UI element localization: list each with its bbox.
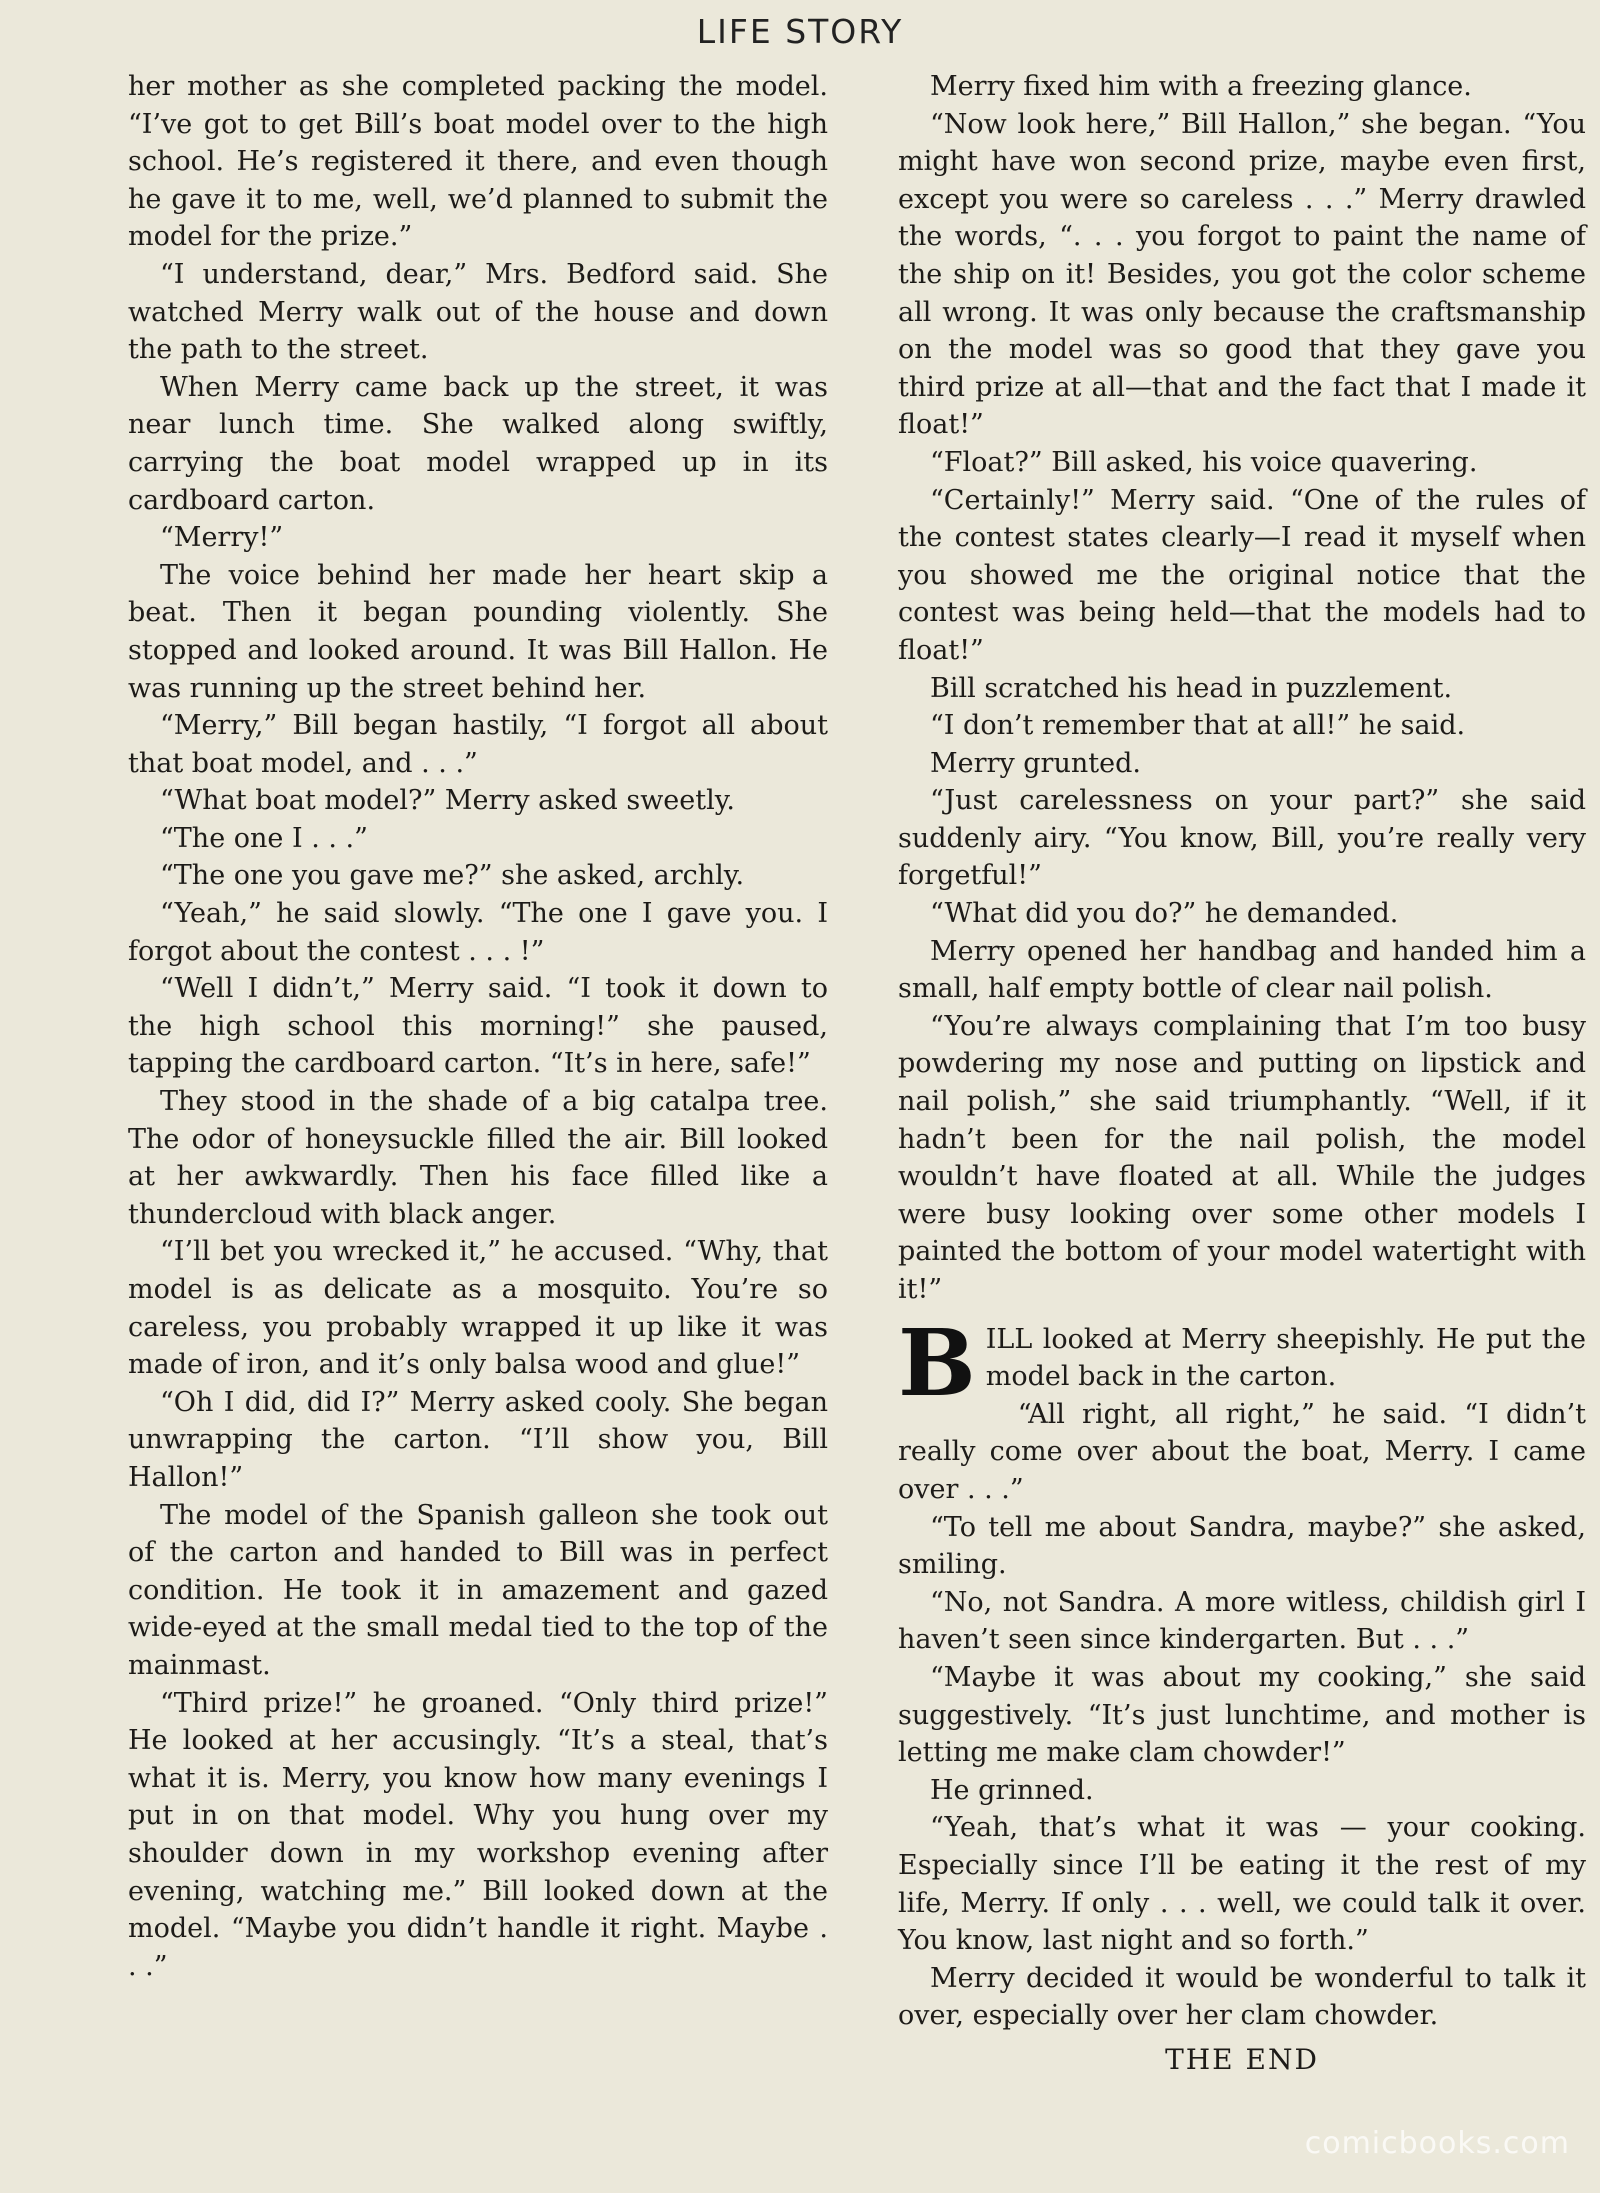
paragraph: “Maybe it was about my cooking,” she said suggestively. “It’s just lunchtime, and mother is letting me make clam chowder!” [898, 1661, 1586, 1769]
paragraph: He grinned. [930, 1774, 1094, 1806]
paragraph: “What boat model?” Merry asked sweetly. [160, 785, 736, 817]
paragraph: When Merry came back up the street, it was near lunch time. She walked along swiftly, carrying the boat model wrapped up in its cardboard carton. [128, 371, 828, 516]
paragraph: “Merry!” [160, 522, 284, 554]
drop-cap: B [898, 1308, 976, 1417]
paragraph: Merry grunted. [930, 747, 1141, 779]
paragraph: “Third prize!” he groaned. “Only third prize!” He looked at her accusingly. “It’s a steal, that’s what it is. Merry, you know how many evenings I put in on that model. Why you hung over my shoulder down in my workshop evening after evening, watching me.” Bill looked down at the model. “Maybe you didn’t handle it right. Maybe . . .” [128, 1687, 828, 1982]
paragraph: “Merry,” Bill began hastily, “I forgot all about that boat model, and . . .” [128, 710, 828, 779]
paragraph: “Float?” Bill asked, his voice quavering. [930, 446, 1478, 478]
paragraph: Merry opened her handbag and handed him a small, half empty bottle of clear nail polish. [898, 935, 1586, 1005]
paragraph: “Yeah, that’s what it was — your cooking. Especially since I’ll be eating it the rest of my life, Merry. If only . . . well, we could talk it over. You know, last night and so forth.” [898, 1812, 1586, 1957]
paragraph: “I’ll bet you wrecked it,” he accused. “Why, that model is as delicate as a mosquito. You’re so careless, you probably wrapped it up like it was made of iron, and it’s only balsa wood and glue!” [128, 1236, 828, 1381]
paragraph-text: ILL looked at Merry sheepishly. He put the model back in the carton. [985, 1323, 1586, 1393]
paragraph: “The one I . . .” [160, 822, 368, 854]
paragraph: her mother as she completed packing the model. “I’ve got to get Bill’s boat model over to the high school. He’s registered it there, and even though he gave it to me, well, we’d planned to submit the model for the prize.” [128, 71, 828, 253]
paragraph: Bill scratched his head in puzzlement. [930, 672, 1453, 704]
paragraph: “To tell me about Sandra, maybe?” she asked, smiling. [898, 1511, 1586, 1581]
paragraph [898, 1308, 1586, 1417]
right-text-column [898, 68, 1586, 2078]
paragraph: “You’re always complaining that I’m too busy powdering my nose and putting on lipstick and nail polish,” she said triumphantly. “Well, if it hadn’t been for the nail polish, the model wouldn’t have floated at all. While the judges were busy looking over some other models I painted the bottom of your model watertight with it!” [898, 1010, 1586, 1305]
paragraph: “No, not Sandra. A more witless, childish girl I haven’t seen since kindergarten. But . . .” [898, 1586, 1586, 1656]
paragraph: They stood in the shade of a big catalpa tree. The odor of honeysuckle filled the air. Bill looked at her awkwardly. Then his face filled like a thundercloud with black anger. [128, 1086, 828, 1230]
paragraph: “I don’t remember that at all!” he said. [930, 710, 1466, 742]
paragraph: “What did you do?” he demanded. [930, 898, 1399, 930]
paragraph: The voice behind her made her heart skip a beat. Then it began pounding violently. She stopped and looked around. It was Bill Hallon. He was running up the street behind her. [128, 559, 828, 704]
paragraph: The model of the Spanish galleon she took out of the carton and handed to Bill was in perfect condition. He took it in amazement and gazed wide-eyed at the small medal tied to the top of the mainmast. [128, 1499, 828, 1681]
page-title: LIFE STORY [696, 12, 904, 51]
the-end-label: THE END [1165, 2042, 1319, 2076]
paragraph: “All right, all right,” he said. “I didn’t really come over about the boat, Merry. I came over . . .” [898, 1398, 1586, 1505]
paragraph: Merry decided it would be wonderful to talk it over, especially over her clam chowder. [898, 1962, 1586, 2032]
paragraph: “Yeah,” he said slowly. “The one I gave you. I forgot about the contest . . . !” [128, 898, 828, 967]
paragraph: “Now look here,” Bill Hallon,” she began. “You might have won second prize, maybe even first, except you were so careless . . .” Merry drawled the words, “. . . you forgot to paint the name of the ship on it! Besides, you got the color scheme all wrong. It was only because the craftsmanship on the model was so good that they gave you third prize at all—that and the fact that I made it float!” [898, 108, 1586, 441]
paragraph: “Certainly!” Merry said. “One of the rules of the contest states clearly—I read it myself when you showed me the original notice that the contest was being held—that the models had to float!” [898, 484, 1586, 666]
paragraph: “Just carelessness on your part?” she said suddenly airy. “You know, Bill, you’re really very forgetful!” [898, 785, 1586, 892]
paragraph: “Oh I did, did I?” Merry asked cooly. She began unwrapping the carton. “I’ll show you, Bill Hallon!” [128, 1386, 828, 1493]
paragraph: “The one you gave me?” she asked, archly. [160, 860, 745, 892]
paragraph: “I understand, dear,” Mrs. Bedford said. She watched Merry walk out of the house and down the path to the street. [128, 258, 828, 366]
watermark: comicbooks.com [1304, 2126, 1570, 2161]
paragraph: “Well I didn’t,” Merry said. “I took it down to the high school this morning!” she paused, tapping the cardboard carton. “It’s in here, safe!” [128, 973, 828, 1080]
left-text-column [128, 68, 828, 1985]
paragraph: Merry fixed him with a freezing glance. [930, 71, 1472, 102]
